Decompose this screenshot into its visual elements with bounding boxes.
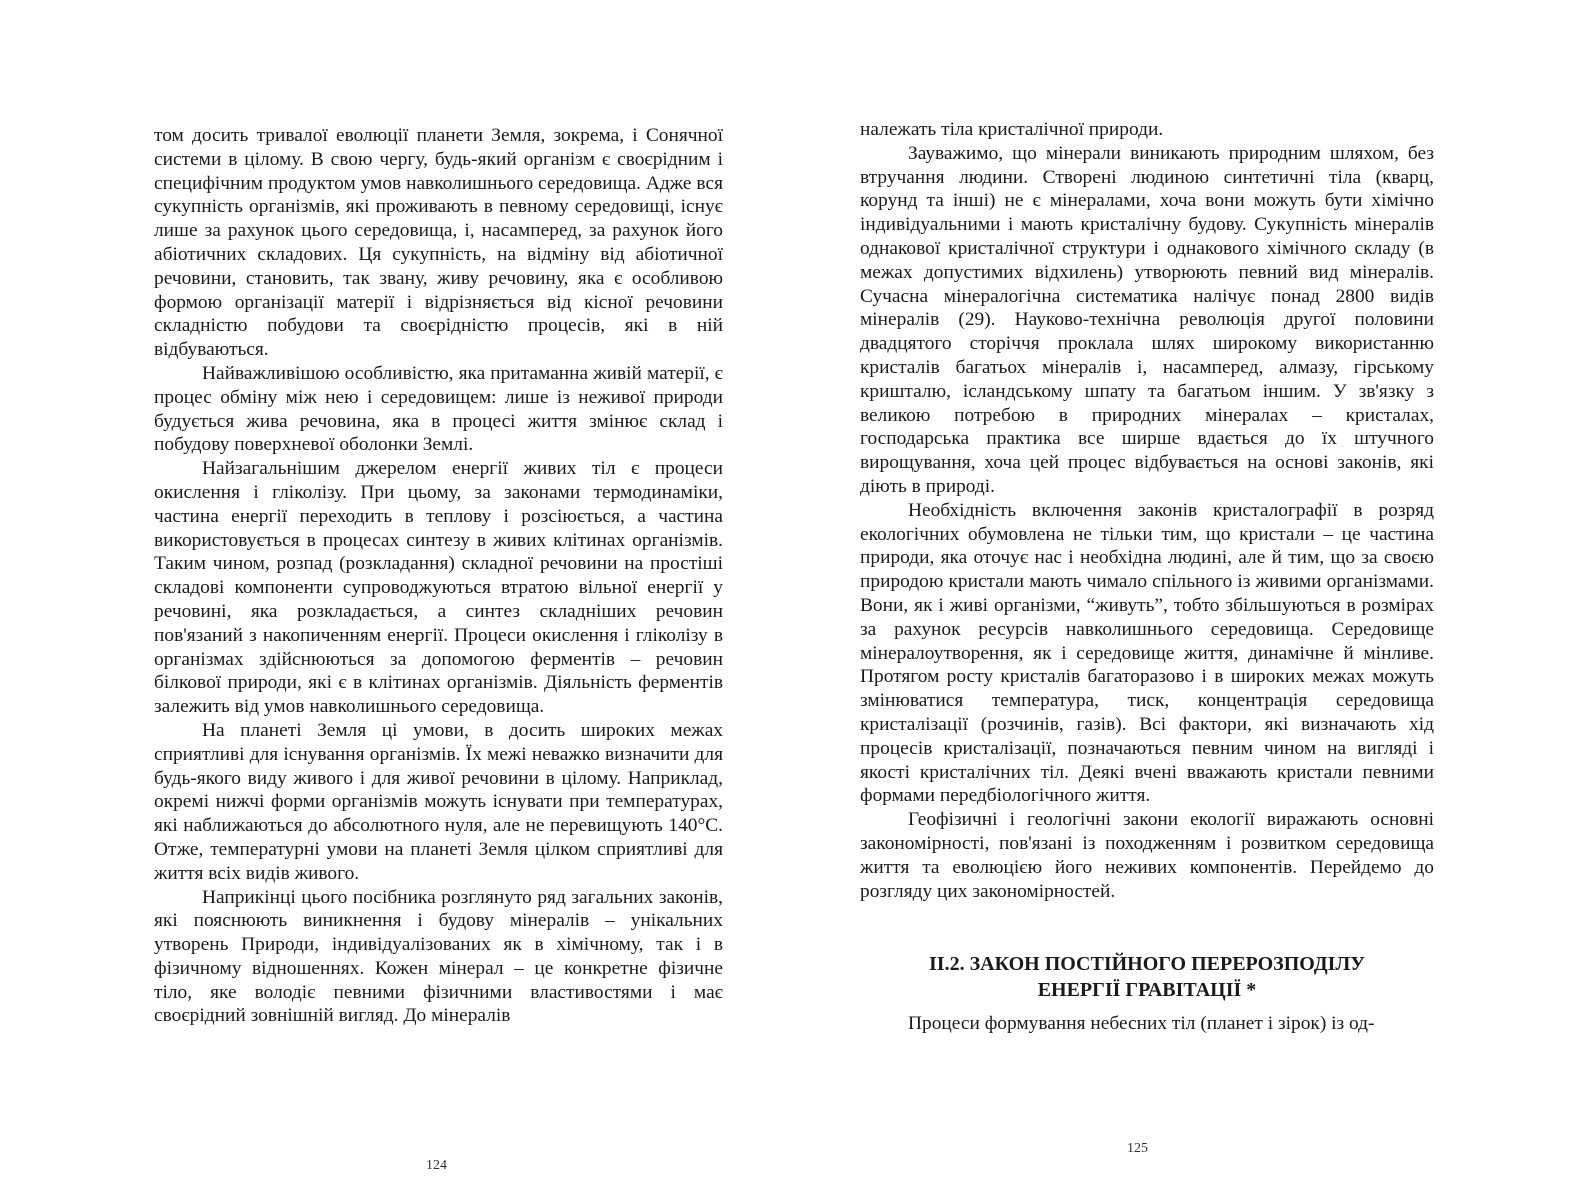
- paragraph: Геофізичні і геологічні закони екології виражають основні закономірності, пов'язані із походженням і розвитком середовища життя та еволюцією його неживих компонентів. Перейдемо до розгляду цих закономірностей.: [860, 809, 1434, 902]
- right-page-text: [860, 118, 1434, 1036]
- left-page-text: [154, 124, 723, 1028]
- paragraph: Наприкінці цього посібника розглянуто ряд загальних законів, які пояснюють виникнення і будову мінералів – унікальних утворень Природи, індивідуалізованих як в хімічному, так і в фізичному відношеннях. Кожен мінерал – це конкретне фізичне тіло, яке володіє певними фізичними властивостями і має своєрідний зовнішній вигляд. До мінералів: [154, 886, 723, 1027]
- section-heading: [860, 951, 1434, 1003]
- paragraph: Найважливішою особливістю, яка притаманна живій матерії, є процес обміну між нею і середовищем: лише із неживої природи будується жива речовина, яка в процесі життя змінює склад і побудову поверхневої оболонки Землі.: [154, 362, 723, 456]
- paragraph: належать тіла кристалічної природи.: [860, 119, 1164, 140]
- paragraph: Найзагальнішим джерелом енергії живих тіл є процеси окислення і гліколізу. При цьому, за законами термодинаміки, частина енергії переходить в теплову і розсіюється, а частина використовується в процесах синтезу в живих клітинах організмів. Таким чином, розпад (розкладання) складної речовини на простіші складові компоненти супроводжуються втратою вільної енергії у речовині, яка розкладається, а синтез складніших речовин пов'язаний з накопиченням енергії. Процеси окислення і гліколізу в організмах здійснюються за допомогою ферментів – речовин білкової природи, які є в клітинах організмів. Діяльність ферментів залежить від умов навколишнього середовища.: [154, 458, 723, 718]
- paragraph: том досить тривалої еволюції планети Земля, зокрема, і Сонячної системи в цілому. В свою чергу, будь-який організм є своєрідним і специфічним продуктом умов навколишнього середовища. Адже вся сукупність організмів, які проживають в певному середовищі, існує лише за рахунок цього середовища, і, насамперед, за рахунок його абіотичних складових. Ця сукупність, на відміну від абіотичної речовини, становить, так звану, живу речовину, яка є особливою формою організації матерії і відрізняється від кісної речовини складністю побудови та своєрідністю процесів, які в ній відбуваються.: [154, 125, 723, 361]
- paragraph: Необхідність включення законів кристалографії в розряд екологічних обумовлена не тільки тим, що кристали – це частина природи, яка оточує нас і необхідна людині, але й тим, що за своєю природою кристали мають чимало спільного із живими організмами. Вони, як і живі організми, “живуть”, тобто збільшуються в розмірах за рахунок ресурсів навколишнього середовища. Середовище мінералоутворення, як і середовище життя, динамічне й мінливе. Протягом росту кристалів багаторазово і в широких межах можуть змінюватися температура, тиск, концентрація середовища кристалізації (розчинів, газів). Всі фактори, які визначають хід процесів кристалізації, позначаються певним чином на вигляді і якості кристалічних тіл. Деякі вчені вважають кристали певними формами передбіологічного життя.: [860, 499, 1434, 807]
- right-page: [790, 0, 1580, 1190]
- section-heading-line: II.2. ЗАКОН ПОСТІЙНОГО ПЕРЕРОЗПОДІЛУ: [929, 953, 1365, 976]
- section-heading-line: ЕНЕРГІЇ ГРАВІТАЦІЇ *: [1037, 979, 1257, 1002]
- paragraph: Зауважимо, що мінерали виникають природним шляхом, без втручання людини. Створені людиною синтетичні тіла (кварц, корунд та інші) не є мінералами, хоча вони можуть бути хімічно індивідуальними і мають кристалічну будову. Сукупність мінералів однакової кристалічної структури і однакового хімічного складу (в межах допустимих відхилень) утворюють певний вид мінералів. Сучасна мінералогічна систематика налічує понад 2800 видів мінералів (29). Науково-технічна революція другої половини двадцятого сторіччя проклала шлях широкому використанню кристалів багатьох мінералів і, насамперед, алмазу, гірському кришталю, ісландському шпату та багатьом іншим. У зв'язку з великою потребою в природних мінералах – кристалах, господарська практика все ширше вдається до їх штучного вирощування, хоча цей процес відбувається на основі законів, які діють в природі.: [860, 142, 1434, 497]
- paragraph: Процеси формування небесних тіл (планет і зірок) із од-: [908, 1013, 1375, 1035]
- paragraph: На планеті Земля ці умови, в досить широких межах сприятливі для існування організмів. Їх межі неважко визначити для будь-якого виду живого і для живої речовини в цілому. Наприклад, окремі нижчі форми організмів можуть існувати при температурах, які наближаються до абсолютного нуля, але не перевищують 140°С. Отже, температурні умови на планеті Земля цілком сприятливі для життя всіх видів живого.: [154, 719, 723, 884]
- page-number: 124: [426, 1158, 447, 1173]
- page-number: 125: [1127, 1141, 1148, 1156]
